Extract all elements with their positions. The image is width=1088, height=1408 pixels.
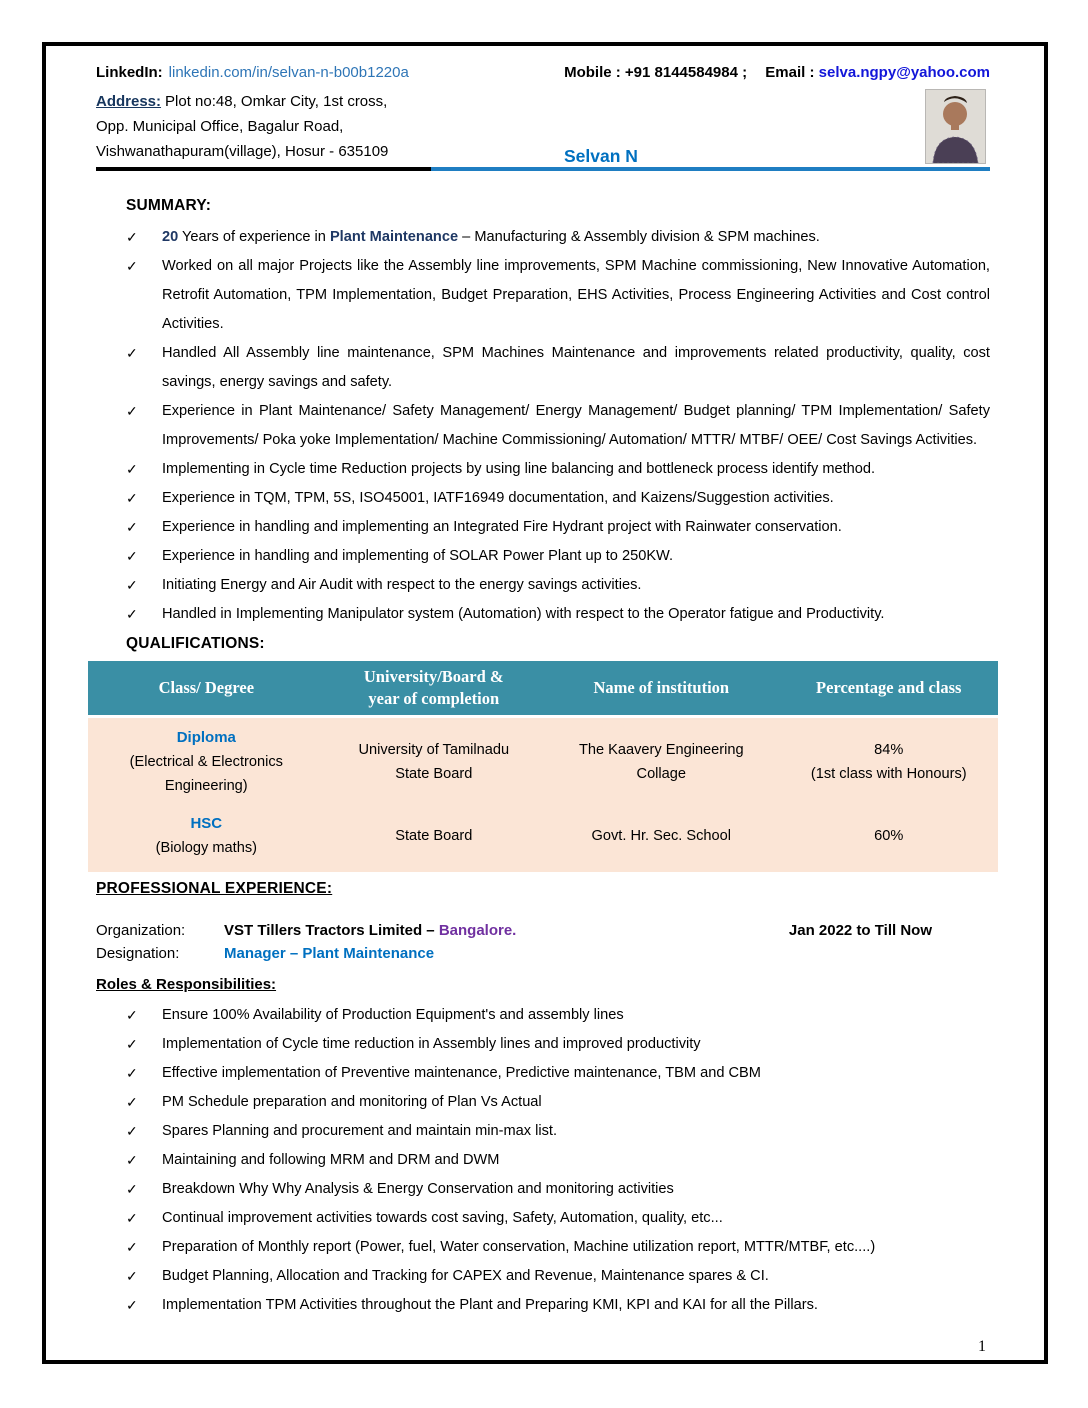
page-number: 1 [978,1338,986,1355]
summary-bullet [96,397,990,455]
linkedin-label: LinkedIn: [96,64,163,81]
organization-value [224,920,516,941]
role-item [96,1059,990,1088]
degree-name: HSC [190,815,223,832]
summary-bullet [96,223,990,252]
summary-bullet-text: Implementing in Cycle time Reduction projects by using line balancing and bottleneck process identify method. [162,461,876,477]
summary-bullet [96,600,990,629]
table-header-row [88,661,998,715]
role-item [96,1233,990,1262]
column-header-percentage [780,661,998,715]
role-item [96,1146,990,1175]
mobile-email-line [564,64,990,81]
header-rule [96,167,990,171]
check-icon: ✓ [126,1007,138,1023]
mobile-value: +91 8144584984 ; [624,64,748,81]
role-text: Implementation of Cycle time reduction in Assembly lines and improved productivity [162,1036,701,1052]
cell-board [325,810,543,862]
institution-line: The Kaavery Engineering [578,742,744,758]
organization-row [96,920,990,941]
cell-institution [543,724,780,800]
summary-bullet [96,571,990,600]
role-text: Breakdown Why Why Analysis & Energy Conservation and monitoring activities [162,1181,674,1197]
linkedin-line [96,64,409,81]
role-text: Ensure 100% Availability of Production Equipment's and assembly lines [162,1007,624,1023]
board-line: State Board [395,766,473,782]
degree-note: (Biology maths) [155,840,257,856]
qualifications-heading: QUALIFICATIONS: [126,635,265,652]
summary-bullet [96,252,990,339]
column-header-board [325,661,543,715]
degree-note: (Electrical & Electronics Engineering) [129,754,283,794]
lead-text-a: Years of experience in [178,229,330,245]
organization-label: Organization: [96,922,186,939]
check-icon: ✓ [126,606,138,622]
column-header-line: Class/ Degree [158,678,255,697]
roles-heading: Roles & Responsibilities: [96,976,277,993]
email-label: Email : [765,64,815,81]
percentage-line: (1st class with Honours) [810,766,967,782]
qualifications-table [88,661,998,872]
check-icon: ✓ [126,519,138,535]
check-icon: ✓ [126,1065,138,1081]
role-text: Continual improvement activities towards cost saving, Safety, Automation, quality, etc... [162,1210,723,1226]
role-item [96,1175,990,1204]
table-row [88,724,998,800]
resume-page [46,46,1044,1360]
percentage-line: 84% [874,742,904,758]
cell-percentage [780,810,998,862]
header-contact-row [96,64,990,81]
summary-bullet-text [162,223,990,252]
column-header-line: University/Board & [363,667,504,686]
profile-photo [925,89,986,164]
address-line-3: Vishwanathapuram(village), Hosur - 635109 [96,143,389,160]
plant-maintenance-highlight: Plant Maintenance [329,229,459,245]
summary-heading: SUMMARY: [126,197,212,214]
summary-bullet-text: Worked on all major Projects like the Assembly line improvements, SPM Machine commissioning, New Innovative Automation, Retrofit Automation, TPM Implementation, Budget Preparation, EHS Activities, Process Engineering Activities and Cost control Activities. [162,258,990,332]
role-text: Maintaining and following MRM and DRM and DWM [162,1152,500,1168]
experience-heading: PROFESSIONAL EXPERIENCE: [96,880,333,897]
designation-label: Designation: [96,945,180,962]
summary-bullet-text: Handled All Assembly line maintenance, SPM Machines Maintenance and improvements related productivity, quality, cost savings, energy savings and safety. [162,345,990,390]
check-icon: ✓ [126,1094,138,1110]
header-rule-black [96,167,431,171]
address-block [96,89,526,164]
role-item [96,1088,990,1117]
role-text: Effective implementation of Preventive maintenance, Predictive maintenance, TBM and CBM [162,1065,761,1081]
cell-institution [543,810,780,862]
check-icon: ✓ [126,229,138,245]
check-icon: ✓ [126,258,138,274]
board-line: University of Tamilnadu [358,742,510,758]
role-item [96,1204,990,1233]
designation-value: Manager – Plant Maintenance [224,945,435,962]
address-line-2: Opp. Municipal Office, Bagalur Road, [96,118,344,135]
summary-bullet [96,339,990,397]
check-icon: ✓ [126,1152,138,1168]
role-item [96,1030,990,1059]
check-icon: ✓ [126,461,138,477]
check-icon: ✓ [126,490,138,506]
summary-bullet-text: Experience in Plant Maintenance/ Safety Management/ Energy Management/ Budget planning/ TPM Implementation/ Safety Improvements/ Poka yoke Implementation/ Machine Commissioning/ Automation/ MTTR/ MTBF/ OEE/ Cost Savings Activities. [162,403,990,448]
cell-board [325,724,543,800]
table-body [88,718,998,872]
column-header-institution [543,661,780,715]
degree-name: Diploma [176,729,236,746]
table-row [88,810,998,862]
address-text-1: Plot no:48, Omkar City, 1st cross, [165,93,388,110]
employment-period: Jan 2022 to Till Now [788,922,932,939]
header-main [96,89,990,166]
role-text: Implementation TPM Activities throughout the Plant and Preparing KMI, KPI and KAI for all the Pillars. [162,1297,818,1313]
role-text: Preparation of Monthly report (Power, fuel, Water conservation, Machine utilization report, MTTR/MTBF, etc....) [162,1239,876,1255]
column-header-degree [88,661,325,715]
summary-bullet [96,455,990,484]
role-text: Budget Planning, Allocation and Tracking for CAPEX and Revenue, Maintenance spares & CI. [162,1268,769,1284]
check-icon: ✓ [126,548,138,564]
role-item [96,1117,990,1146]
summary-bullet-text: Experience in handling and implementing an Integrated Fire Hydrant project with Rainwater conservation. [162,519,842,535]
role-item [96,1001,990,1030]
summary-bullet [96,513,990,542]
role-item [96,1262,990,1291]
check-icon: ✓ [126,1297,138,1313]
institution-line: Collage [636,766,687,782]
role-item [96,1291,990,1320]
role-text: PM Schedule preparation and monitoring of Plan Vs Actual [162,1094,542,1110]
check-icon: ✓ [126,577,138,593]
person-icon [926,90,985,163]
email-link[interactable]: selva.ngpy@yahoo.com [818,64,990,81]
cell-percentage [780,724,998,800]
designation-row [96,943,990,964]
check-icon: ✓ [126,1181,138,1197]
cell-degree [88,810,325,862]
summary-bullet-text: Experience in TQM, TPM, 5S, ISO45001, IATF16949 documentation, and Kaizens/Suggestion activities. [162,490,834,506]
summary-bullet [96,484,990,513]
organization-location: Bangalore. [438,922,517,939]
column-header-line: Name of institution [593,678,730,697]
check-icon: ✓ [126,1268,138,1284]
column-header-line: Percentage and class [816,678,962,697]
check-icon: ✓ [126,1239,138,1255]
check-icon: ✓ [126,1123,138,1139]
column-header-line: year of completion [368,689,500,708]
cell-degree [88,724,325,800]
mobile-label: Mobile : [564,64,621,81]
organization-name: VST Tillers Tractors Limited – [224,922,439,939]
address-label: Address: [96,93,162,110]
header-rule-blue [431,167,990,171]
role-text: Spares Planning and procurement and maintain min-max list. [162,1123,558,1139]
summary-bullet-text: Initiating Energy and Air Audit with respect to the energy savings activities. [162,577,642,593]
summary-bullet [96,542,990,571]
candidate-name: Selvan N [564,146,638,166]
summary-bullet-text: Experience in handling and implementing of SOLAR Power Plant up to 250KW. [162,548,674,564]
years-highlight: 20 [162,229,179,245]
summary-bullet-text: Handled in Implementing Manipulator system (Automation) with respect to the Operator fatigue and Productivity. [162,606,885,622]
roles-list [96,1001,990,1320]
address-line-1 [96,89,526,114]
linkedin-link[interactable]: linkedin.com/in/selvan-n-b00b1220a [168,64,409,81]
check-icon: ✓ [126,1036,138,1052]
institution-line: Govt. Hr. Sec. School [591,828,732,844]
check-icon: ✓ [126,345,138,361]
board-line: State Board [395,828,473,844]
check-icon: ✓ [126,403,138,419]
check-icon: ✓ [126,1210,138,1226]
lead-text-b: – Manufacturing & Assembly division & SPM machines. [458,229,820,245]
page-border [42,42,1048,1364]
percentage-line: 60% [874,828,904,844]
